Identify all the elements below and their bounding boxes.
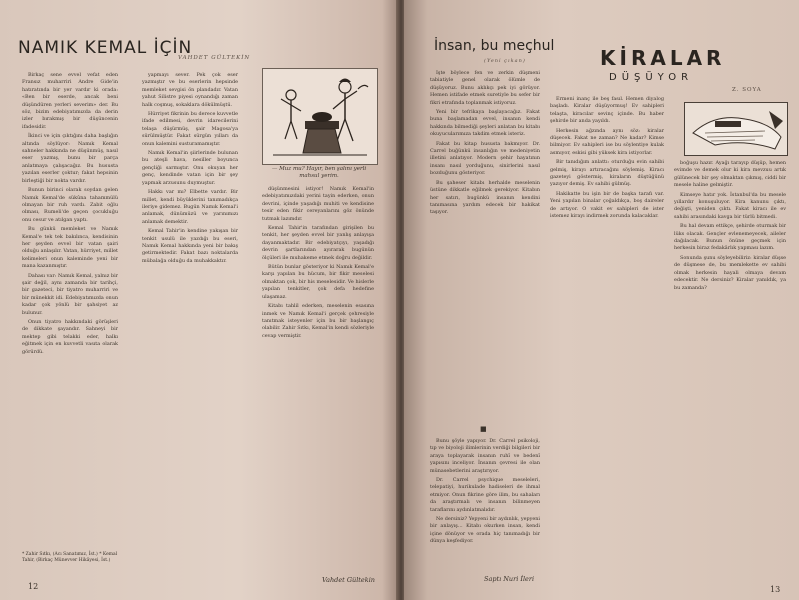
paragraph: İşte böylece fen ve zerkin düşmeni tabiatiyle genel olarak ölümle de düşüyoruz. Bunu aklıkçı pek iyi görüyor. Hemen istifade etmek suretiyle bu sefer bir fikri etrafında toplanmak istiyoruz. [430,70,540,106]
paragraph: Herkesin ağzında aynı söz: kiralar düşecek. Fakat ne zaman? Ne kadar? Kimse bilmiyor. Ev sahipleri ise bu söylentiye kulak asmıyor, eskisi gibi yüksek kira istiyorlar. [550,127,664,156]
article-subtitle: (Yeni çıkan) [484,58,526,64]
paragraph: Sonunda şunu söyleyebiliriz: kiralar düşse de düşmese de, bu memlekette ev sahibi olmak herkesin hayali olmaya devam edecektir. Ne dersiniz? Kiralar yanıldık, ya bu zamanda? [674,254,786,291]
footnotes: * Zahir Sıtkı, (Acı Sanatımız, İst.) * Kemal Tahir, (Birkaç Münevver Hikâyesi, İst.) [22,552,118,563]
section-separator: ■ [480,425,487,433]
cartoon-caption: — Muz mu? Hayır, ben şalını yerli mahsul yerim. [271,166,367,179]
article-signature: Vahdet Gültekin [322,576,375,584]
paragraph: Dr. Carrel psychique meseleleri, telepatiyi, hurikulade hadiseleri de ihmal etmiyor. Onun fikrine göre ilim, bu sahaları da araştırmalı ve insanın bilinmeyen taraflarını aydınlatmalıdır. [430,477,540,513]
right-column-1 [430,70,540,420]
left-column-3 [262,186,374,572]
paragraph: düşünmesini istiyor! Namık Kemal'in edebiyatımızdaki yerini tayin ederken, onun devrini, içinde yaşadığı muhiti ve kendisine tesir eden fikir cereyanlarını göz önünde tutmak lazımdır. [262,186,374,222]
paragraph: Kitabı tahlil ederken, meselenin esasına inmek ve Namık Kemal'i gerçek çehresiyle tanıtmak isteyenler için bu bir başlangıç olabilir. Zahir Sıtkı, Kemal'in kendi sözleriyle cevap vermiştir. [262,303,374,339]
paragraph: Hakkı var mı? Elbette vardır. Bir millet, kendi büyüklerini tanımadıkça ileriye gidemez. Bugün Namık Kemal'i anlamak, dünümüzü ve yarınımızı anlamak demektir. [142,189,238,225]
paragraph: Dahası var: Namık Kemal, yalnız bir şair değil, aynı zamanda bir tarihçi, bir gazeteci, bir tiyatro muharriri ve bir münekkit idi. Edebiyatımızda onun kadar çok yönlü bir şahsiyet az bulunur. [22,272,118,316]
paragraph: boğuşu hazır. Ayağı tarayıp düşüp, hemen evimde ve demek olur ki kira mevzuu artık gülünecek bir şey olmaktan çıkmış, ciddi bir mesele haline gelmiştir. [674,160,786,189]
page-number-left: 12 [28,582,39,591]
paragraph: Bunu şöyle yapıyor. Dr. Carrel psikoloji, tıp ve biyoloji ilimlerinin verdiği bilgileri bir araya toplayarak insanın ruhî ve bedenî yapısını inceliyor. İnsanın çevresi ile olan münasebetlerini araştırıyor. [430,438,540,474]
paragraph: Yeni bir tefrikaya başlayacağız. Fakat buna başlamadan evvel, insanın kendi hakkında bilmediği şeyleri anlatan bu kitabı okuyucularımıza takdim etmek isteriz. [430,109,540,138]
paragraph: Kemal Tahir'in kendine yakışan bir tenkit usulü ile yazdığı bu eseri, Namık Kemal hakkında yeni bir bakış getirmektedir. Fakat bazı noktalarda mübalağa olduğu da muhakkaktır. [142,228,238,264]
paragraph: Bu günkü memleket ve Namık Kemal'e tek tek bakılınca, kendisinin her şeyden evvel bir vatan şairi olduğu anlaşılır. Vatan, hürriyet, millet kelimeleri onun kaleminde yeni bir mana kazanmıştır. [22,226,118,270]
right-column-3 [674,160,786,580]
article-subtitle-dusuyor: DÜŞÜYOR [609,72,694,83]
paragraph: Bir tanıdığım anlattı: oturduğu evin sahibi gelmiş, kirayı artıracağını söylemiş. Kiracı gazeteyi göstermiş, kiraların düştüğünü yazıyor demiş. Ev sahibi gülmüş. [550,159,664,188]
article-author-soya: Z. SOYA [732,87,762,93]
article-title-insan: İnsan, bu meçhul [434,38,555,54]
right-column-1b [430,438,540,558]
paragraph: Kemal Tahir'in tarafından girişilen bu tenkit, her şeyden evvel bir yanlış anlayışa dayanmaktadır. Bir edebiyatçıyı, yaşadığı devrin şartlarından ayırarak bugünün ölçüleri ile muhakeme etmek doğru değildir. [262,225,374,261]
article-title: NAMIK KEMAL İÇİN [18,38,193,58]
cartoon-drawing [263,69,377,164]
paragraph: Birkaç sene evvel vefat eden Fransız muharriri Andre Gide'in hatıratında bir yer vardır ki orada: «Ben bir eserde, ancak beni düşündüren yerleri severim» der. Bu söz, bizim edebiyatımızda da derin izler bırakmış bir düşüncenin ifadesidir. [22,72,118,130]
article-title-kiralar: KİRALAR [600,46,726,70]
right-page [404,0,799,600]
paragraph: Bu şaheser kitabı herhalde meselenin üstüne dikkatle eğilmek gerekiyor. Kitabın her satırı, bugünkü insanın kendini tanımasına yardım edecek bir hakikat taşıyor. [430,179,540,216]
paragraph: Ermeni inanç ile beş fasıl. Hemen diyalog başladı. Kiralar düşüyormuş! Ev sahipleri telaşta, kiracılar sevinç içinde. Bu haber şehirde bir anda yayıldı. [550,96,664,125]
newspaper-drawing [685,103,787,155]
paragraph: Ne dersiniz? Yepyeni bir aydınlık, yepyeni bir anlayış… Kitabı okurken insan, kendi içine dönüyor ve orada hiç tanımadığı bir dünya keşfediyor. [430,516,540,545]
paragraph: Onun tiyatro hakkındaki görüşleri de dikkate şayandır. Sahneyi bir mektep gibi telakki eder, halkı eğitmek için en kuvvetli vasıta olarak görürdü. [22,319,118,355]
paragraph: Kimseye hatır yok. İstanbul'da bu mesele yıllardır konuşuluyor. Kira kanunu çıktı, değişti, yeniden çıktı. Fakat kiracı ile ev sahibi arasındaki kavga bir türlü bitmedi. [674,191,786,220]
paragraph: Fakat bu kitap hususta bakmıyor. Dr. Carrel buğünkü insanlığın ve medeniyetin illetini anlatıyor. Modern şehir hayatının insanı nasıl yorduğunu, sinirlerini nasıl bozduğunu gösteriyor. [430,140,540,177]
cartoon-illustration [262,68,378,165]
paragraph: Bunun birinci olarak soydan gelen Namık Kemal'de sükûna tahammülü olmayan bir ruh vardı. Zabit oğlu olması, Rumeli'de geçen çocukluğu onu cesur ve atılgan yaptı. [22,187,118,223]
paragraph: Namık Kemal'in şiirlerinde bulunan bu ateşli hava, nesiller boyunca gençliği sarmıştır. Onu okuyan her genç, kendinde vatan için bir şey yapmak arzusunu duymuştur. [142,150,238,186]
article-byline: VAHDET GÜLTEKİN [178,55,251,61]
page-number-right: 13 [770,585,781,594]
paragraph: Hürriyet fikrinin bu derece kuvvetle ifade edilmesi, devrin idarecilerini telaşa düşürmüş, şair Magosa'ya sürülmüştür. Fakat sürgün yılları da onun kalemini susturamamıştır. [142,111,238,147]
paragraph: Hakikatte bu işin bir de başka tarafı var. Yeni yapılan binalar çoğaldıkça, boş daireler de artıyor. O vakit ev sahipleri de ister istemez kirayı indirmek zorunda kalacaklar. [550,190,664,220]
paragraph: yapmayı sever. Pek çok eser yazmıştır ve bu eserlerin hepsinde memleket sevgisi ön plandadır. Vatan yahut Silistre piyesi oynandığı zaman halk coşmuş, sokaklara dökülmüştü. [142,72,238,108]
article-signature-right: Saptı Nuri İleri [484,575,535,583]
left-column-1 [22,72,118,550]
kiralar-illustration [684,102,788,156]
left-column-2 [142,72,238,584]
right-column-2 [550,96,664,586]
left-page [0,0,398,600]
paragraph: İkinci ve için çıktığını daha başlığın altında söylüyor: Namık Kemal sahneler hakkında ne düşünmüş, nasıl eser yazmış, bunu bir parça anlatmaya çalışacağız. Bu hususta yazılan eserler çoktur; fakat hepsinin birleştiği bir nokta vardır. [22,133,118,184]
paragraph: Bu hal devam ettikçe, şehirde oturmak bir lüks olacak. Gençler evlenemeyecek, aileler dağılacak. Bunun önüne geçmek için herkesin biraz fedakârlık yapması lazım. [674,223,786,252]
paragraph: Bütün bunlar gösteriyor ki Namık Kemal'e karşı yapılan bu hücum, bir fikir meselesi olmaktan çok, bir his meselesidir. Ve hislerle yapılan tenkitler, çok defa hedefine ulaşamaz. [262,264,374,300]
